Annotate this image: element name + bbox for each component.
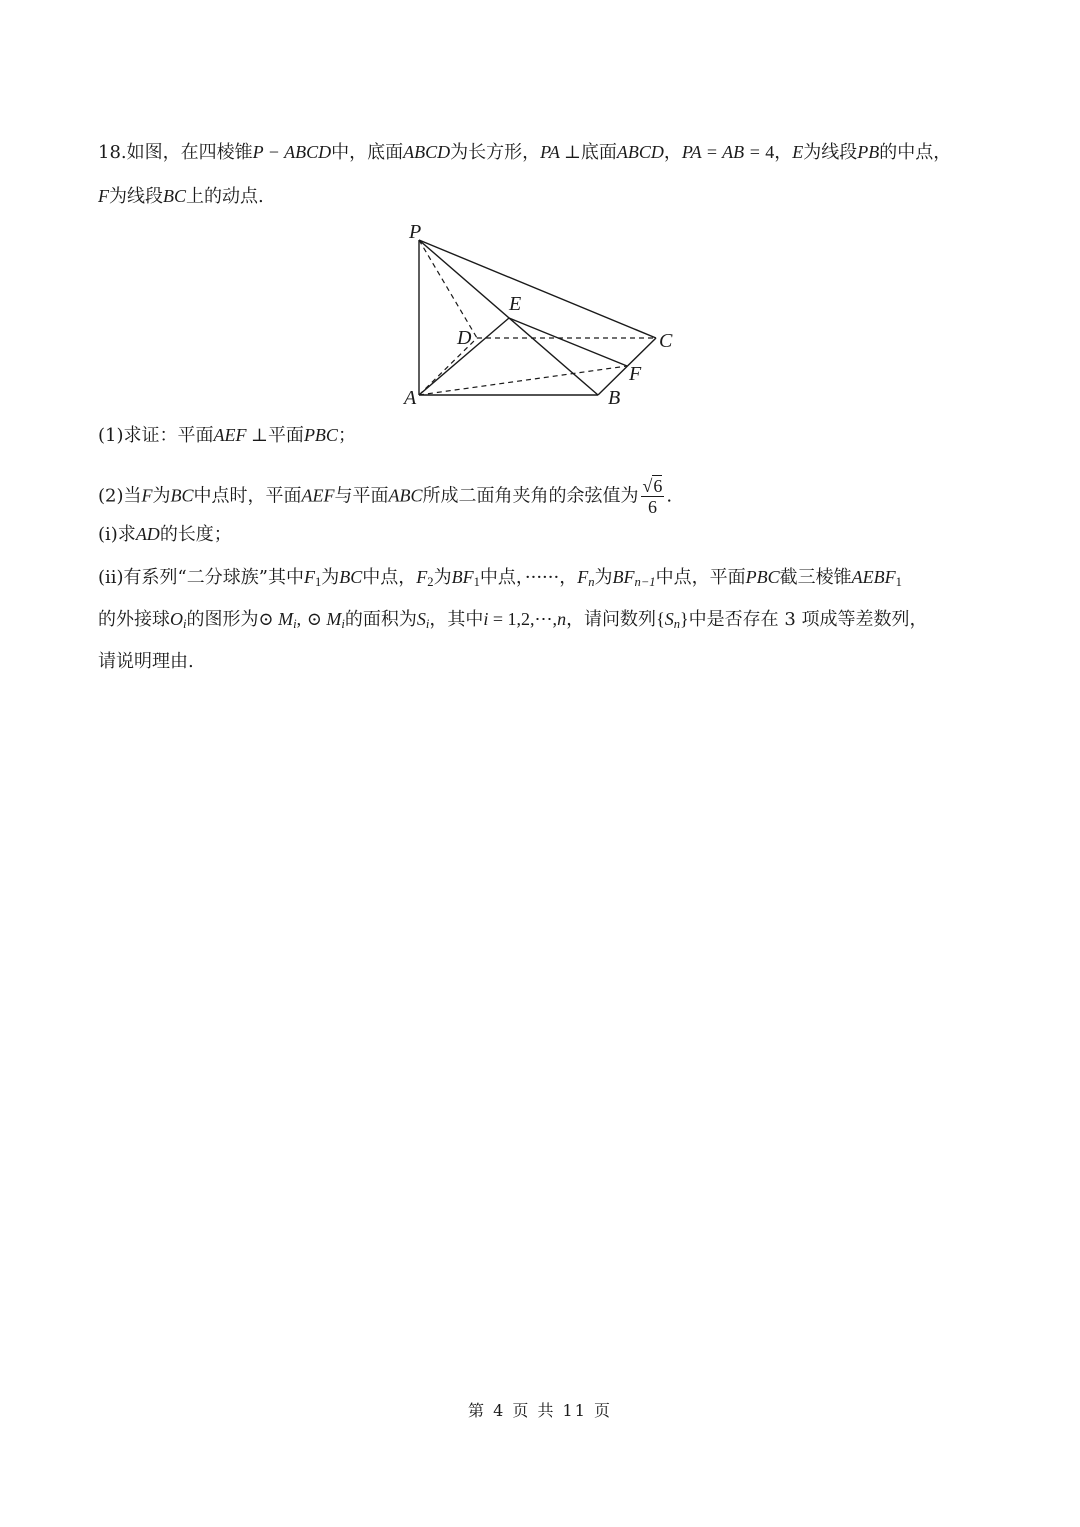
part-2 — [98, 476, 1000, 517]
math-plane-pbc: PBC — [303, 425, 338, 445]
math-brace: } — [680, 609, 689, 629]
math-segment-bc: BC — [339, 567, 363, 587]
label-c: C — [659, 330, 673, 352]
stem-text: ， — [774, 142, 793, 163]
math-sn: S — [664, 609, 674, 629]
part-text: (2)当 — [98, 485, 142, 507]
math-aebf1: AEBF — [851, 567, 896, 587]
part-ii-line-3 — [98, 650, 1000, 674]
part-text: 的外接球 — [98, 609, 170, 630]
fraction-denominator: 6 — [647, 497, 657, 517]
fraction-numerator — [641, 476, 665, 497]
math-segment-ad: AD — [135, 524, 160, 544]
stem-text: 的中点， — [879, 142, 952, 163]
part-text: 所成二面角夹角的余弦值为 — [422, 485, 639, 507]
part-text: 平面 — [267, 425, 304, 446]
math-segment-bc: BC — [163, 186, 187, 206]
math-equality: PA = AB = — [681, 142, 766, 162]
math-si: S — [416, 609, 426, 629]
math-plane-aef: AEF — [213, 425, 247, 445]
part-text: 的面积为 — [344, 609, 417, 630]
math-point-f: F — [141, 485, 153, 506]
math-circle-mi: ⊙ M — [306, 609, 342, 629]
part-text: 为 — [433, 567, 452, 588]
part-ii-line-1 — [98, 565, 1000, 590]
subscript: i — [293, 617, 297, 632]
subscript: n−1 — [634, 575, 656, 590]
math-perp: ⊥ — [246, 425, 268, 445]
stem-text: 上的动点. — [186, 186, 264, 207]
part-text: ，其中 — [429, 609, 484, 630]
part-text: (i)求 — [98, 524, 136, 545]
stem-text: 底面 — [580, 142, 617, 163]
edge-pd-hidden — [419, 240, 477, 338]
math-plane-aef: AEF — [301, 485, 335, 506]
subscript: i — [425, 617, 430, 632]
part-text: 为 — [321, 567, 340, 588]
math-n: n — [557, 609, 567, 629]
sqrt-radicand: 6 — [653, 476, 663, 496]
math-index-i: i — [483, 609, 489, 629]
question-stem-line-1 — [98, 140, 1000, 165]
subscript: 1 — [314, 575, 322, 590]
label-e: E — [509, 293, 522, 315]
segment-ef — [509, 318, 627, 366]
part-text: 中点，平面 — [655, 567, 746, 588]
math-f1: F — [303, 567, 315, 587]
part-1 — [98, 423, 1000, 448]
math-base: ABCD — [403, 142, 451, 162]
part-text: ； — [337, 425, 356, 446]
part-text: 中点， — [362, 567, 417, 588]
part-text: 与平面 — [334, 485, 389, 507]
subscript: i — [341, 617, 345, 632]
part-text: (ii)有系列“二分球族”其中 — [98, 567, 304, 588]
part-text: 的图形为 — [186, 609, 259, 630]
subscript: n — [673, 617, 680, 632]
part-ii-line-2 — [98, 607, 1000, 632]
math-brace: { — [656, 609, 665, 629]
stem-text: 为长方形， — [450, 142, 541, 163]
stem-text: 中，底面 — [331, 142, 404, 163]
math-circle-mi: ⊙ M — [258, 609, 294, 629]
part-text: 为 — [594, 567, 613, 588]
label-b: B — [608, 387, 621, 409]
question-number: 18. — [98, 142, 127, 163]
segment-af-hidden — [419, 366, 627, 395]
question-stem-line-2 — [98, 184, 1000, 209]
math-pa-perp: PA ⊥ — [540, 142, 581, 162]
math-comma: , — [296, 609, 302, 629]
math-oi: O — [170, 609, 183, 629]
pyramid-figure — [390, 218, 690, 413]
math-point-f: F — [98, 186, 109, 206]
stem-text: 为线段 — [803, 142, 858, 163]
label-f: F — [629, 363, 642, 385]
subscript: i — [183, 617, 187, 632]
math-plane-pbc: PBC — [745, 567, 780, 587]
fraction-sqrt6-over-6 — [641, 476, 665, 517]
part-i — [98, 522, 1000, 547]
math-number: 4 — [765, 142, 775, 162]
label-p: P — [409, 221, 422, 243]
math-fn: F — [577, 567, 589, 587]
part-text: 请说明理由. — [98, 651, 194, 672]
stem-text: ， — [663, 142, 682, 163]
math-point-e: E — [792, 142, 804, 162]
math-bfn-1: BF — [612, 567, 635, 587]
part-text: 中是否存在 3 项成等差数列， — [688, 609, 928, 630]
part-text: 的长度； — [159, 524, 232, 545]
part-text: . — [666, 485, 673, 507]
subscript: 1 — [473, 575, 480, 590]
math-base: ABCD — [616, 142, 664, 162]
subscript: n — [588, 575, 595, 590]
stem-text: 如图，在四棱锥 — [126, 142, 253, 163]
edge-pc — [419, 240, 656, 338]
math-bf1: BF — [451, 567, 474, 587]
page-footer: 第 4 页 共 11 页 — [468, 1401, 612, 1420]
math-pyramid: P − ABCD — [252, 142, 332, 162]
math-segment-pb: PB — [857, 142, 880, 162]
label-a: A — [404, 387, 417, 409]
math-f2: F — [416, 567, 428, 587]
sqrt-sign: √ — [642, 476, 653, 496]
part-text: ，请问数列 — [566, 609, 657, 630]
part-text: 中点，······， — [479, 567, 578, 588]
math-index-range: = 1,2,⋯, — [488, 609, 558, 629]
stem-text: 为线段 — [109, 186, 163, 207]
part-text: 中点时，平面 — [193, 485, 302, 507]
label-d: D — [457, 327, 472, 349]
math-plane-abc: ABC — [388, 485, 423, 506]
math-segment-bc: BC — [170, 485, 194, 506]
part-text: 为 — [152, 485, 171, 507]
subscript: 1 — [895, 575, 902, 590]
subscript: 2 — [427, 575, 434, 590]
part-text: 截三棱锥 — [779, 567, 852, 588]
part-text: (1)求证：平面 — [98, 425, 214, 446]
